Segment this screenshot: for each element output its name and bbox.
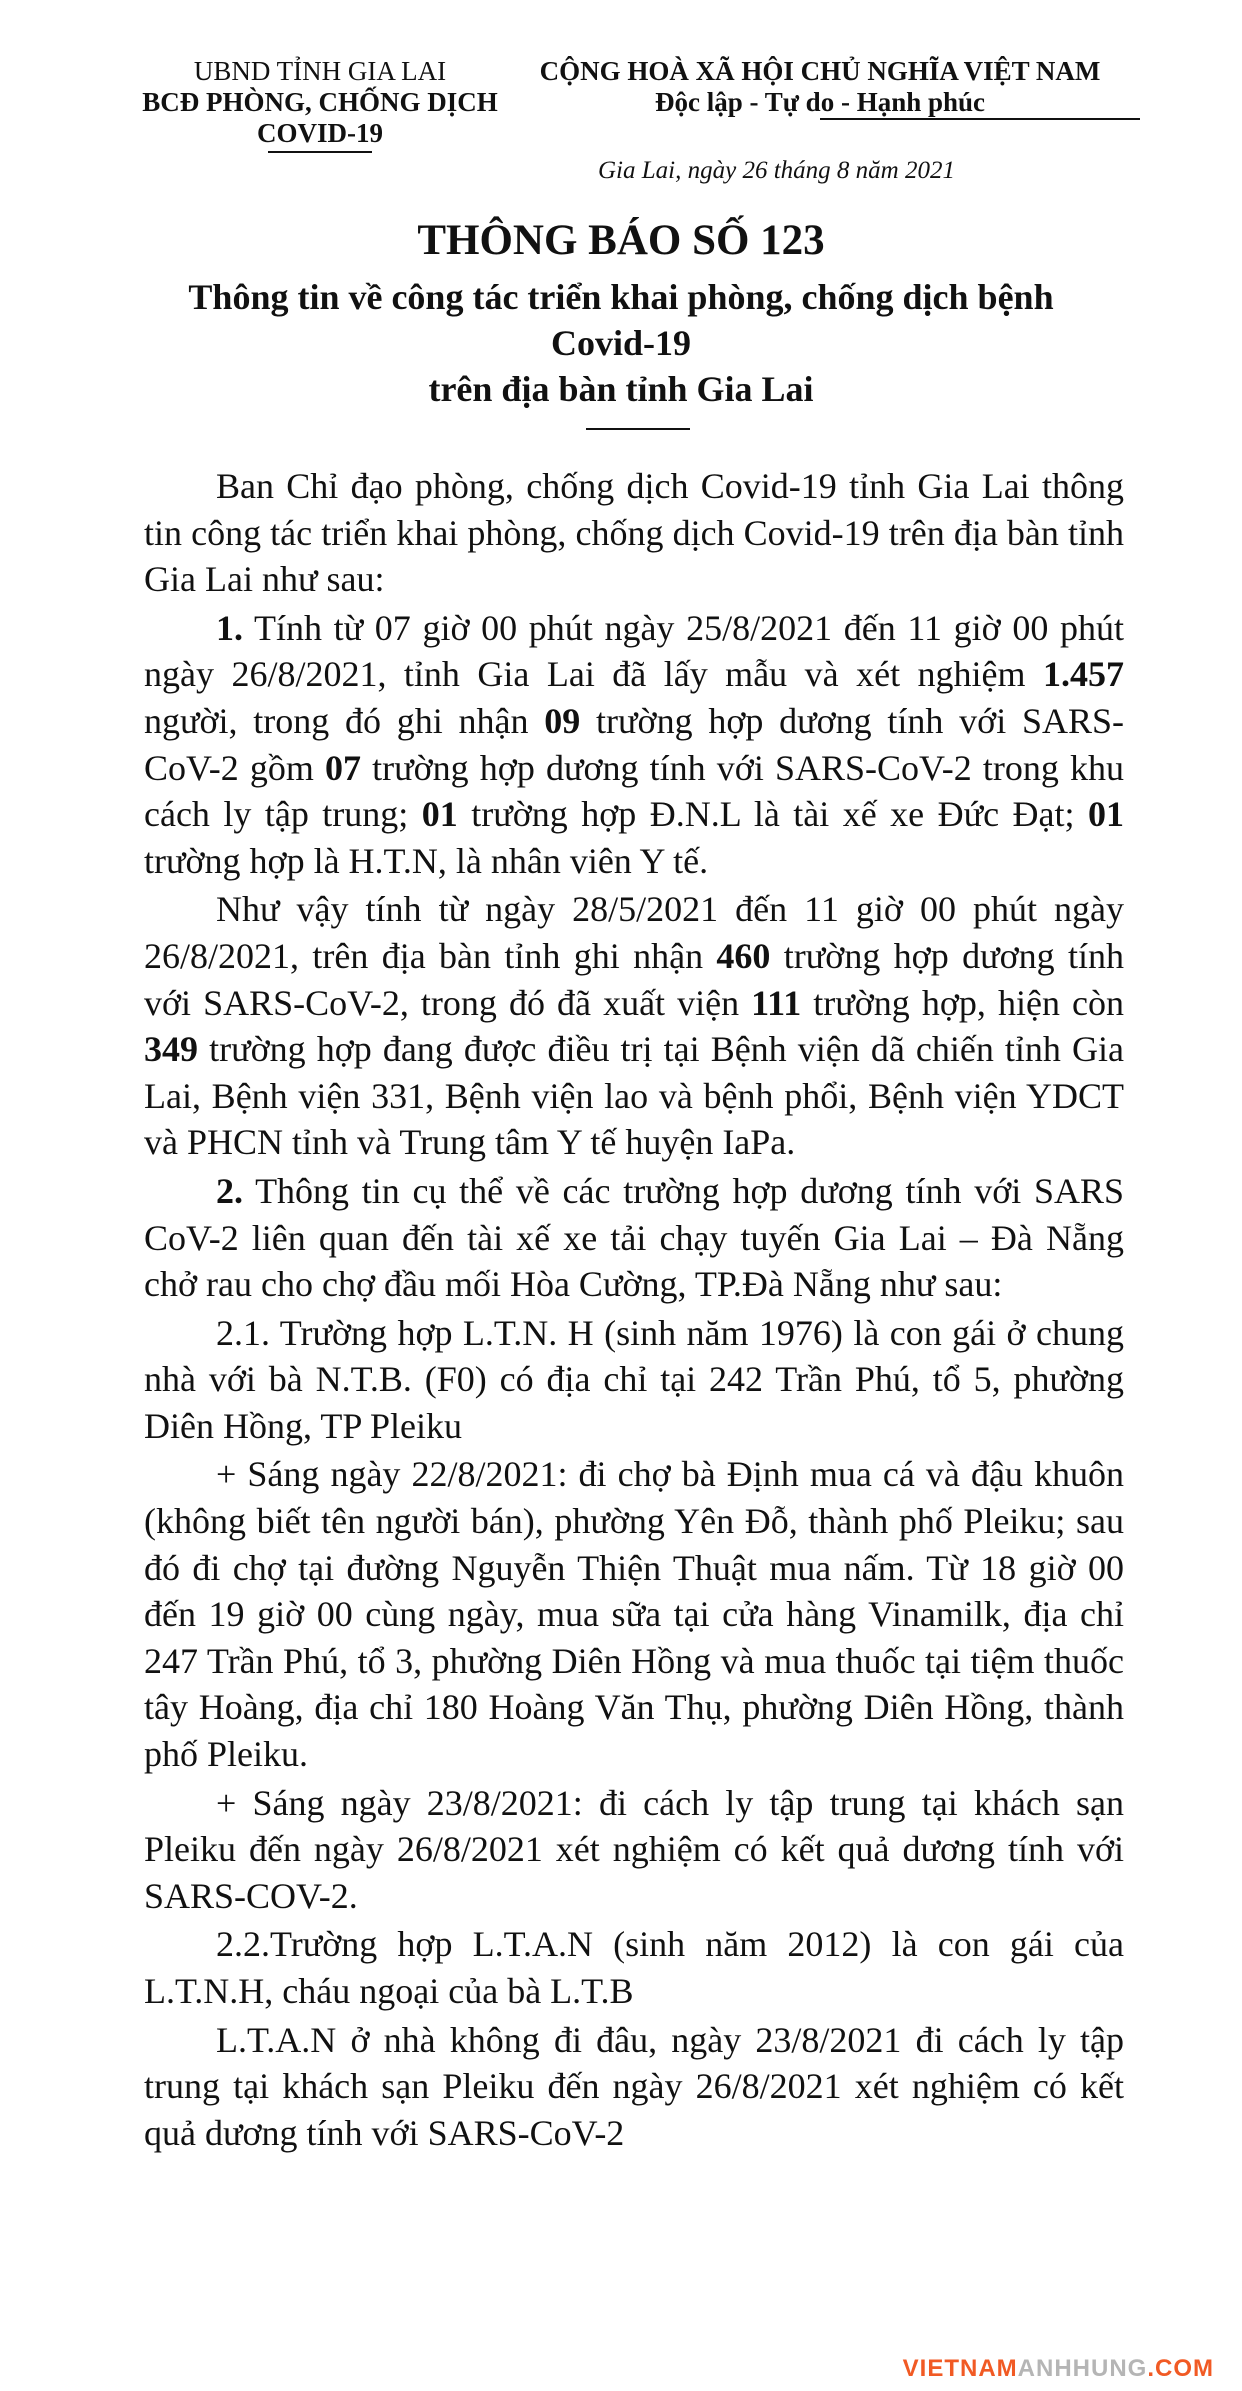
section-number: 1. (216, 607, 243, 648)
section-1-paragraph: 1. Tính từ 07 giờ 00 phút ngày 25/8/2021 đến 11 giờ 00 phút ngày 26/8/2021, tỉnh Gia Lai đã lấy mẫu và xét nghiệm 1.457 người, trong đó ghi nhận 09 trường hợp dương tính với SARS-CoV-2 gồm 07 trường hợp dương tính với SARS-CoV-2 trong khu cách ly tập trung; 01 trường hợp Đ.N.L là tài xế xe Đức Đạt; 01 trường hợp là H.T.N, là nhân viên Y tế. (144, 607, 1124, 881)
tested-count: 1.457 (1043, 654, 1124, 695)
subtitle-line-2: Covid-19 (550, 323, 691, 363)
site-watermark: VIETNAMANHHUNG.COM (902, 2355, 1214, 2382)
driver-case-count: 01 (421, 794, 458, 835)
subtitle-line-3: trên địa bàn tỉnh Gia Lai (428, 369, 814, 409)
subtitle-line-1: Thông tin về công tác triển khai phòng, chống dịch bệnh (188, 277, 1054, 317)
health-worker-case-count: 01 (1088, 794, 1124, 835)
discharged-count: 111 (751, 982, 802, 1023)
case-2-1-activity-22-8: + Sáng ngày 22/8/2021: đi chợ bà Định mua cá và đậu khuôn (không biết tên người bán), phường Yên Đỗ, thành phố Pleiku; sau đó đi chợ tại đường Nguyễn Thiện Thuật mua nấm. Từ 18 giờ 00 đến 19 giờ 00 cùng ngày, mua sữa tại cửa hàng Vinamilk, địa chỉ 247 Trần Phú, tổ 3, phường Diên Hồng và mua thuốc tại tiệm thuốc tây Hoàng, địa chỉ 180 Hoàng Văn Thụ, phường Diên Hồng, thành phố Pleiku. (144, 1454, 1124, 1775)
motto-underline (820, 118, 1140, 120)
dateline: Gia Lai, ngày 26 tháng 8 năm 2021 (598, 157, 955, 184)
under-treatment-count: 349 (144, 1029, 198, 1070)
case-2-1-paragraph: 2.1. Trường hợp L.T.N. H (sinh năm 1976) là con gái ở chung nhà với bà N.T.B. (F0) có địa chỉ tại 242 Trần Phú, tổ 5, phường Diên Hồng, TP Pleiku (144, 1312, 1124, 1446)
authority-line-2: BCĐ PHÒNG, CHỐNG DỊCH (142, 87, 498, 117)
cumulative-cases: 460 (716, 935, 771, 976)
intro-paragraph: Ban Chỉ đạo phòng, chống dịch Covid-19 tỉnh Gia Lai thông tin công tác triển khai phòng, chống dịch Covid-19 trên địa bàn tỉnh Gia Lai như sau: (144, 466, 1124, 600)
case-2-2-activity: L.T.A.N ở nhà không đi đâu, ngày 23/8/2021 đi cách ly tập trung tại khách sạn Pleiku đến ngày 26/8/2021 xét nghiệm có kết quả dương tính với SARS-CoV-2 (144, 2019, 1124, 2153)
authority-line-1: UBND TỈNH GIA LAI (193, 56, 447, 86)
section-number: 2. (216, 1170, 243, 1211)
document-body (144, 463, 1124, 2158)
document-subtitle (120, 274, 1122, 412)
national-motto: Độc lập - Tự do - Hạnh phúc (654, 87, 986, 117)
quarantine-positive-count: 07 (324, 747, 361, 788)
document-title: THÔNG BÁO SỐ 123 (417, 217, 825, 264)
authority-line-3: COVID-19 (257, 118, 383, 148)
cumulative-paragraph: Như vậy tính từ ngày 28/5/2021 đến 11 giờ 00 phút ngày 26/8/2021, trên địa bàn tỉnh ghi nhận 460 trường hợp dương tính với SARS-CoV-2, trong đó đã xuất viện 111 trường hợp, hiện còn 349 trường hợp đang được điều trị tại Bệnh viện dã chiến tỉnh Gia Lai, Bệnh viện 331, Bệnh viện lao và bệnh phổi, Bệnh viện YDCT và PHCN tỉnh và Trung tâm Y tế huyện IaPa. (144, 889, 1124, 1163)
issuing-authority-block (120, 56, 520, 153)
title-underline (586, 428, 690, 430)
national-title: CỘNG HOÀ XÃ HỘI CHỦ NGHĨA VIỆT NAM (539, 56, 1101, 86)
case-2-2-paragraph: 2.2.Trường hợp L.T.A.N (sinh năm 2012) là con gái của L.T.N.H, cháu ngoại của bà L.T.B (144, 1924, 1124, 2011)
authority-underline (268, 151, 372, 153)
national-motto-block (490, 56, 1150, 120)
positive-count: 09 (544, 700, 581, 741)
case-2-1-activity-23-8: + Sáng ngày 23/8/2021: đi cách ly tập trung tại khách sạn Pleiku đến ngày 26/8/2021 xét nghiệm có kết quả dương tính với SARS-COV-2. (144, 1782, 1124, 1916)
section-2-paragraph: 2. Thông tin cụ thể về các trường hợp dương tính với SARS CoV-2 liên quan đến tài xế xe tải chạy tuyến Gia Lai – Đà Nẵng chở rau cho chợ đầu mối Hòa Cường, TP.Đà Nẵng như sau: (144, 1170, 1124, 1305)
